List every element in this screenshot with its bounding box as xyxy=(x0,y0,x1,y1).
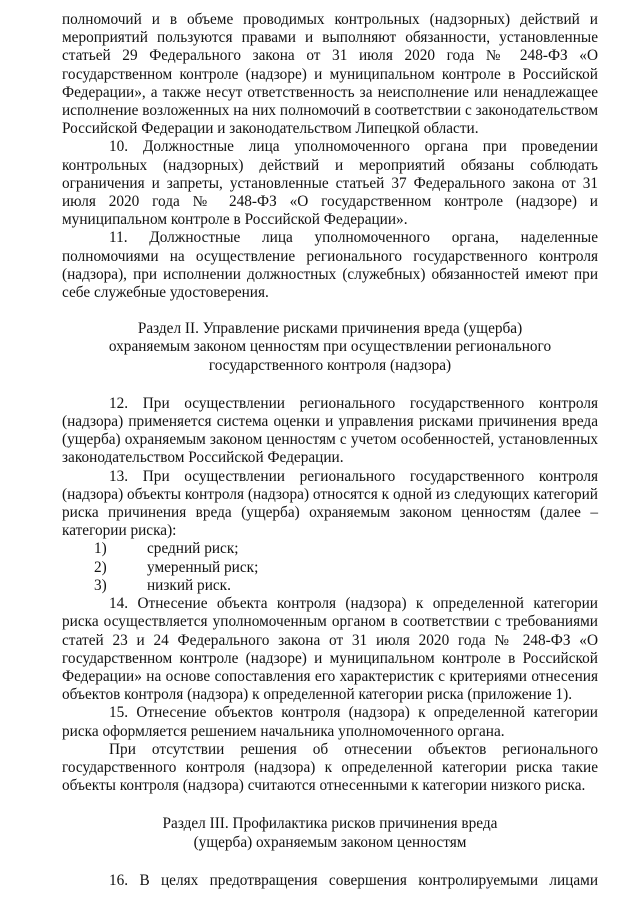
paragraph-15-no-decision: При отсутствии решения об отнесении объектов регионального государственного контроля (надзора) к определенной категории риска такие объекты контроля (надзора) считаются отнесенными к категории низкого риска. xyxy=(62,740,598,795)
paragraph-16-start: 16. В целях предотвращения совершения контролируемыми лицами xyxy=(109,871,598,889)
list-item-text: низкий риск. xyxy=(147,576,231,594)
document-body xyxy=(62,11,598,890)
risk-category-list xyxy=(62,540,598,595)
section-2-title-line-2: охраняемым законом ценностям при осуществлении регионального xyxy=(108,338,552,356)
paragraph-13: 13. При осуществлении регионального государственного контроля (надзора) объекты контроля (надзора) относятся к одной из следующих категорий риска причинения вреда (ущерба) охраняемым законом ценностям (далее – категории риска): xyxy=(62,467,598,540)
paragraph-14: 14. Отнесение объекта контроля (надзора) к определенной категории риска осуществляется уполномоченным органом в соответствии с требованиями статей 23 и 24 Федерального закона от 31 июля 2020 года № 248-ФЗ «О государственном контроле (надзоре) и муниципальном контроле в Российской Федерации» на основе сопоставления его характеристик с критериями отнесения объектов контроля (надзора) к определенной категории риска (приложение 1). xyxy=(62,595,598,704)
list-item-text: умеренный риск; xyxy=(147,558,259,576)
section-2-title-line-1: Раздел II. Управление рисками причинения вреда (ущерба) xyxy=(137,320,523,338)
list-item xyxy=(62,577,598,595)
list-item-number: 2) xyxy=(94,558,107,576)
paragraph-11: 11. Должностные лица уполномоченного органа, наделенные полномочиями на осуществление регионального государственного контроля (надзора), при исполнении должностных (служебных) обязанностей имеют при себе служебные удостоверения. xyxy=(62,229,598,302)
section-3-title-line-1: Раздел III. Профилактика рисков причинения вреда xyxy=(162,815,498,833)
list-item-text: средний риск; xyxy=(147,540,239,558)
section-2-title-line-3: государственного контроля (надзора) xyxy=(208,356,452,374)
list-item xyxy=(62,540,598,558)
paragraph-15: 15. Отнесение объектов контроля (надзора) к определенной категории риска оформляется решением начальника уполномоченного органа. xyxy=(62,704,598,740)
paragraph-10: 10. Должностные лица уполномоченного органа при проведении контрольных (надзорных) действий и мероприятий обязаны соблюдать ограничения и запреты, установленные статьей 37 Федерального закона от 31 июля 2020 года № 248-ФЗ «О государственном контроле (надзоре) и муниципальном контроле в Российской Федерации». xyxy=(62,138,598,229)
paragraph-12: 12. При осуществлении регионального государственного контроля (надзора) применяется система оценки и управления рисками причинения вреда (ущерба) охраняемым законом ценностям с учетом особенностей, установленных законодательством Российской Федерации. xyxy=(62,394,598,467)
list-item xyxy=(62,559,598,577)
section-3-title xyxy=(62,815,598,851)
paragraph-continuation: полномочий и в объеме проводимых контрольных (надзорных) действий и мероприятий пользуются правами и выполняют обязанности, установленные статьей 29 Федерального закона от 31 июля 2020 года № 248-ФЗ «О государственном контроле (надзоре) и муниципальном контроле в Российской Федерации», а также несут ответственность за неисполнение или ненадлежащее исполнение возложенных на них полномочий в соответствии с законодательством Российской Федерации и законодательством Липецкой области. xyxy=(62,11,598,138)
list-item-number: 1) xyxy=(94,540,107,558)
section-2-title xyxy=(62,320,598,375)
list-item-number: 3) xyxy=(94,576,107,594)
section-3-title-line-2: (ущерба) охраняемым законом ценностям xyxy=(193,833,467,851)
